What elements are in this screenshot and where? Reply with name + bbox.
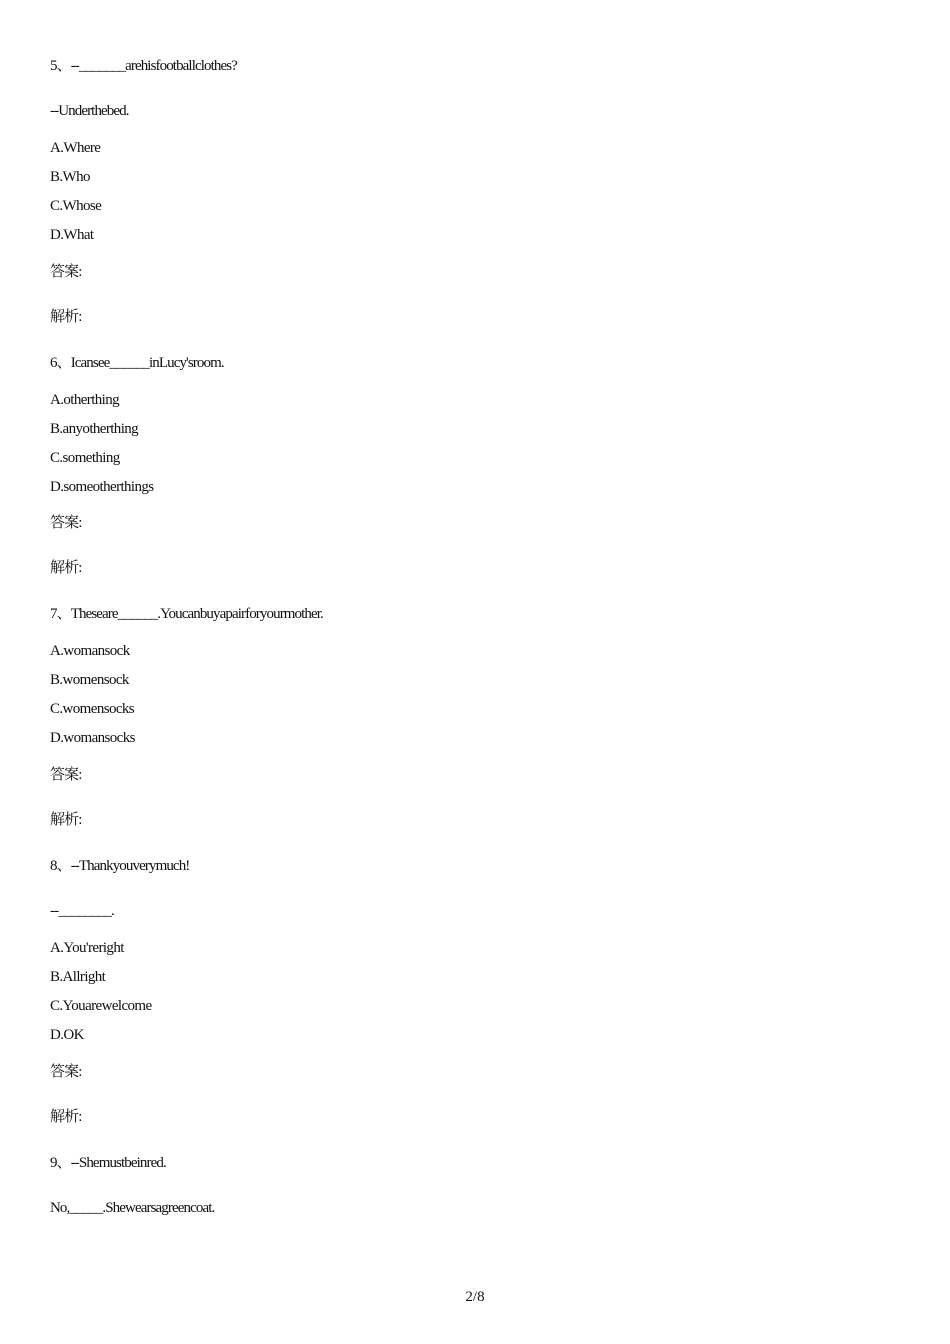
question-5-option-a: A.Where [50,140,101,156]
question-8-option-c: C.Youarewelcome [50,998,152,1014]
question-6-option-c: C.something [50,450,120,466]
question-5-extra: --Underthebed. [50,103,129,119]
question-7-option-b: B.womensock [50,672,129,688]
question-8-stem: 8、--Thankyouverymuch! [50,858,190,874]
question-8-answer-label: 答案: [50,1064,82,1080]
question-7-option-c: C.womensocks [50,701,135,717]
question-6-answer-label: 答案: [50,515,82,531]
question-6-option-a: A.otherthing [50,392,120,408]
question-6-option-d: D.someotherthings [50,479,154,495]
question-7-stem: 7、Theseare______.Youcanbuyapairforyourmother. [50,606,323,622]
question-8-option-b: B.Allright [50,969,106,985]
question-7-option-d: D.womansocks [50,730,135,746]
question-5-option-b: B.Who [50,169,90,185]
question-8-analysis-label: 解析: [50,1109,82,1125]
question-8-extra: --________. [50,903,114,919]
question-9-extra: No,_____.Shewearsagreencoat. [50,1200,215,1216]
question-5-answer-label: 答案: [50,264,82,280]
question-5-stem: 5、--_______arehisfootballclothes? [50,58,237,74]
question-5-analysis-label: 解析: [50,309,82,325]
question-8-option-d: D.OK [50,1027,84,1043]
question-5-option-d: D.What [50,227,94,243]
question-9-stem: 9、--Shemustbeinred. [50,1155,166,1171]
page-number: 2/8 [465,1289,485,1305]
question-7-option-a: A.womansock [50,643,130,659]
question-6-option-b: B.anyotherthing [50,421,139,437]
question-7-answer-label: 答案: [50,767,82,783]
question-7-analysis-label: 解析: [50,812,82,828]
question-8-option-a: A.You'reright [50,940,124,956]
question-6-analysis-label: 解析: [50,560,82,576]
question-6-stem: 6、Icansee______inLucy'sroom. [50,355,224,371]
question-5-option-c: C.Whose [50,198,102,214]
